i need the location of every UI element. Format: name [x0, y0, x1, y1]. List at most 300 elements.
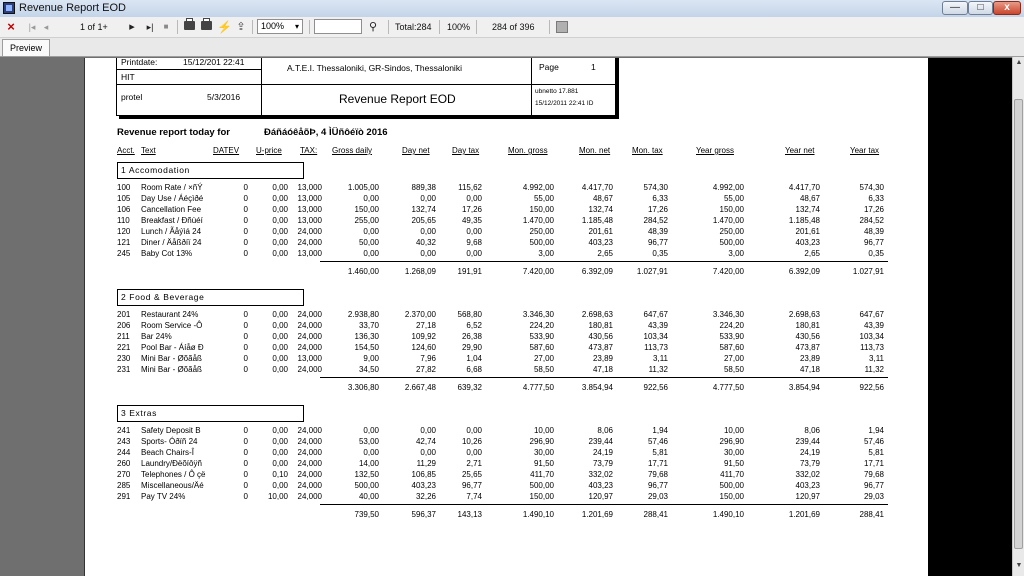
table-cell: 103,34: [859, 332, 884, 341]
table-cell: 5,81: [868, 448, 884, 457]
table-cell: 403,23: [588, 238, 613, 247]
table-cell: 1,04: [466, 354, 482, 363]
stop-icon[interactable]: ×: [7, 19, 15, 34]
table-row: [84, 364, 928, 375]
export-icon[interactable]: ⇪: [236, 21, 246, 33]
table-cell: 0,00: [466, 249, 482, 258]
table-cell: 103,34: [643, 332, 668, 341]
table-cell: 132,74: [411, 205, 436, 214]
table-cell: 0: [243, 470, 248, 479]
table-cell: 533,90: [719, 332, 744, 341]
table-cell: 0: [243, 354, 248, 363]
total-count: Total:284: [395, 22, 432, 32]
table-cell: Lunch / Ãåýìá 24: [141, 227, 202, 236]
table-cell: Breakfast / Ðñùéí: [141, 216, 203, 225]
title-bar: [0, 0, 1024, 18]
toolbar-separator: [549, 20, 550, 34]
table-cell: Telephones / Ô çë: [141, 470, 206, 479]
table-cell: 0,35: [868, 249, 884, 258]
table-cell: 27,18: [415, 321, 436, 330]
total-cell: 1.201,69: [581, 510, 613, 519]
table-cell: 533,90: [529, 332, 554, 341]
table-cell: 150,00: [529, 492, 554, 501]
table-cell: 1,94: [652, 426, 668, 435]
table-cell: 0,00: [272, 194, 288, 203]
table-cell: 0: [243, 194, 248, 203]
table-cell: 587,60: [719, 343, 744, 352]
table-cell: 285: [117, 481, 131, 490]
printdate-label: Printdate:: [121, 58, 158, 67]
table-cell: 110: [117, 216, 130, 225]
binoculars-icon[interactable]: ⚲: [368, 21, 378, 33]
table-cell: 17,71: [863, 459, 884, 468]
table-cell: 91,50: [723, 459, 744, 468]
header-divider: [117, 69, 261, 70]
table-cell: 0: [243, 459, 248, 468]
table-cell: 30,00: [723, 448, 744, 457]
total-cell: 739,50: [354, 510, 379, 519]
total-cell: 1.490,10: [522, 510, 554, 519]
total-cell: 639,32: [457, 383, 482, 392]
table-cell: 24,000: [297, 426, 322, 435]
table-cell: 29,03: [647, 492, 668, 501]
halt-icon[interactable]: ■: [163, 22, 169, 31]
toolbar-separator: [388, 20, 389, 34]
table-cell: 24,19: [799, 448, 820, 457]
table-cell: 73,79: [592, 459, 613, 468]
table-cell: 154,50: [354, 343, 379, 352]
chevron-down-icon: ▾: [294, 22, 299, 31]
table-cell: 57,46: [863, 437, 884, 446]
table-cell: 27,00: [723, 354, 744, 363]
table-cell: Sports- Óðïñ 24: [141, 437, 198, 446]
vertical-scrollbar[interactable]: [1012, 57, 1024, 576]
table-cell: 255,00: [354, 216, 379, 225]
table-cell: 0,00: [466, 426, 482, 435]
table-cell: Beach Chairs-Î: [141, 448, 194, 457]
table-cell: 0: [243, 227, 248, 236]
table-cell: 24,000: [297, 227, 322, 236]
total-cell: 7.420,00: [522, 267, 554, 276]
table-cell: 13,000: [297, 205, 322, 214]
table-cell: 4.417,70: [788, 183, 820, 192]
table-row: [84, 447, 928, 458]
table-cell: 2.698,63: [788, 310, 820, 319]
column-header: Acct.: [117, 146, 135, 155]
table-cell: Pay TV 24%: [141, 492, 186, 501]
table-row: [84, 248, 928, 259]
table-cell: 211: [117, 332, 130, 341]
tab-preview[interactable]: Preview: [2, 39, 50, 56]
table-cell: 7,74: [466, 492, 482, 501]
table-row: [84, 331, 928, 342]
table-cell: 0: [243, 365, 248, 374]
table-cell: 150,00: [719, 492, 744, 501]
table-cell: 105: [117, 194, 131, 203]
table-cell: 3,00: [728, 249, 744, 258]
table-row: [84, 309, 928, 320]
header-divider: [262, 84, 531, 85]
table-cell: 0,00: [420, 249, 436, 258]
table-cell: 120,97: [588, 492, 613, 501]
table-cell: 0,00: [272, 481, 288, 490]
table-cell: 121: [117, 238, 131, 247]
page-counter: 1 of 1+: [80, 22, 108, 32]
table-cell: 13,000: [297, 354, 322, 363]
table-cell: 24,000: [297, 332, 322, 341]
table-cell: 24,000: [297, 492, 322, 501]
print-icon[interactable]: [184, 21, 195, 30]
table-cell: 0,00: [272, 238, 288, 247]
table-cell: 42,74: [415, 437, 436, 446]
table-cell: 0: [243, 332, 248, 341]
table-row: [84, 193, 928, 204]
table-cell: 239,44: [588, 437, 613, 446]
table-cell: 0,00: [363, 194, 379, 203]
table-cell: 24,000: [297, 481, 322, 490]
table-cell: 3,11: [653, 354, 668, 363]
table-cell: 0,00: [272, 205, 288, 214]
table-cell: 0,00: [272, 321, 288, 330]
table-cell: 224,20: [529, 321, 554, 330]
table-cell: 27,82: [415, 365, 436, 374]
table-cell: 24,000: [297, 343, 322, 352]
total-cell: 922,56: [859, 383, 884, 392]
find-input[interactable]: [314, 19, 362, 34]
total-cell: 1.490,10: [712, 510, 744, 519]
table-cell: 403,23: [795, 238, 820, 247]
table-cell: 0,00: [272, 343, 288, 352]
report-header-box: [116, 58, 616, 116]
table-row: [84, 204, 928, 215]
table-cell: 3.346,30: [522, 310, 554, 319]
table-cell: 574,30: [643, 183, 668, 192]
table-cell: 230: [117, 354, 131, 363]
table-cell: 500,00: [529, 238, 554, 247]
table-cell: 58,50: [533, 365, 554, 374]
table-cell: 180,81: [588, 321, 613, 330]
zoom-value: 100%: [261, 21, 285, 31]
table-cell: 1.185,48: [581, 216, 613, 225]
table-cell: 224,20: [719, 321, 744, 330]
column-header: U-price: [256, 146, 282, 155]
table-cell: 24,000: [297, 437, 322, 446]
table-cell: 17,71: [647, 459, 668, 468]
tab-strip: [0, 38, 1024, 57]
hotel-code: HIT: [121, 72, 135, 82]
table-cell: 0,00: [272, 448, 288, 457]
total-cell: 4.777,50: [522, 383, 554, 392]
total-cell: 191,91: [457, 267, 482, 276]
column-header: Mon. net: [579, 146, 611, 155]
table-cell: 109,92: [411, 332, 436, 341]
table-cell: Safety Deposit B: [141, 426, 201, 435]
section-total-row: [84, 509, 928, 520]
table-cell: 3,00: [538, 249, 554, 258]
table-cell: 0: [243, 448, 248, 457]
total-cell: 7.420,00: [712, 267, 744, 276]
column-header: Year net: [785, 146, 815, 155]
table-cell: Day Use / Áéçìðé: [141, 194, 204, 203]
table-cell: 0,00: [272, 437, 288, 446]
table-cell: 0: [243, 238, 248, 247]
column-header: TAX:: [300, 146, 318, 155]
table-cell: 574,30: [859, 183, 884, 192]
scroll-up-icon[interactable]: ▲: [1015, 59, 1023, 66]
table-row: [84, 425, 928, 436]
table-cell: 0: [243, 481, 248, 490]
table-cell: 26,38: [461, 332, 482, 341]
column-header: Mon. gross: [508, 146, 548, 155]
table-cell: 2,65: [804, 249, 820, 258]
table-cell: 11,29: [416, 459, 436, 468]
table-cell: 201,61: [588, 227, 613, 236]
table-cell: 3,11: [869, 354, 884, 363]
app-icon: [3, 2, 15, 14]
table-cell: 6,68: [466, 365, 482, 374]
table-cell: 500,00: [719, 481, 744, 490]
table-cell: 2,65: [597, 249, 613, 258]
table-cell: 1.005,00: [347, 183, 379, 192]
table-cell: 0: [243, 321, 248, 330]
table-cell: 587,60: [529, 343, 554, 352]
maximize-button[interactable]: □: [968, 1, 993, 15]
total-cell: 6.392,09: [788, 267, 820, 276]
report-date: ÐáñáóêåõÞ, 4 ÌÜñôéïò 2016: [264, 127, 388, 138]
table-cell: 29,90: [461, 343, 482, 352]
table-cell: 0,00: [363, 227, 379, 236]
report-toolbar: [0, 17, 1024, 38]
column-header: Day net: [402, 146, 430, 155]
table-cell: 6,52: [466, 321, 482, 330]
table-cell: 0,00: [420, 194, 436, 203]
table-cell: 430,56: [588, 332, 613, 341]
table-cell: 0: [243, 343, 248, 352]
table-row: [84, 353, 928, 364]
table-cell: 11,32: [864, 365, 884, 374]
table-cell: 24,000: [297, 321, 322, 330]
total-separator: [320, 377, 888, 378]
close-button[interactable]: x: [993, 1, 1021, 15]
table-cell: 0,00: [272, 354, 288, 363]
table-cell: Room Rate / ×ñÝ: [141, 183, 203, 192]
table-cell: 0,10: [272, 470, 288, 479]
toolbar-separator: [309, 20, 310, 34]
lightning-icon[interactable]: ⚡: [217, 20, 232, 34]
table-cell: Pool Bar - Áíåø Ð: [141, 343, 204, 352]
table-cell: 0,00: [272, 216, 288, 225]
table-row: [84, 237, 928, 248]
table-cell: 10,00: [723, 426, 744, 435]
table-cell: 180,81: [795, 321, 820, 330]
total-cell: 288,41: [643, 510, 668, 519]
window-title: Revenue Report EOD: [19, 2, 126, 14]
table-cell: Cancellation Fee: [141, 205, 202, 214]
table-cell: 9,00: [363, 354, 379, 363]
print-stamp: 15/12/2011 22:41 ID: [535, 100, 594, 107]
total-cell: 2.667,48: [404, 383, 436, 392]
table-cell: 332,02: [588, 470, 613, 479]
table-cell: 201: [117, 310, 131, 319]
table-cell: 239,44: [795, 437, 820, 446]
institution-name: A.T.E.I. Thessaloniki, GR-Sindos, Thessaloniki: [287, 63, 462, 73]
table-row: [84, 436, 928, 447]
table-cell: 0: [243, 310, 248, 319]
table-cell: 3.346,30: [712, 310, 744, 319]
table-cell: 13,000: [297, 216, 322, 225]
total-cell: 596,37: [411, 510, 436, 519]
table-cell: 11,32: [648, 365, 668, 374]
table-cell: 241: [117, 426, 131, 435]
table-cell: 568,80: [457, 310, 482, 319]
table-cell: 4.417,70: [581, 183, 613, 192]
table-cell: 500,00: [719, 238, 744, 247]
table-cell: 647,67: [859, 310, 884, 319]
table-cell: 4.992,00: [712, 183, 744, 192]
last-page-icon[interactable]: ▸|: [146, 22, 154, 32]
column-header: DATEV: [213, 146, 240, 155]
table-cell: 91,50: [533, 459, 554, 468]
table-cell: 13,000: [297, 249, 322, 258]
table-cell: 53,00: [358, 437, 379, 446]
table-cell: 0,00: [272, 249, 288, 258]
table-cell: 120: [117, 227, 131, 236]
page-number: 1: [591, 62, 596, 72]
total-cell: 4.777,50: [712, 383, 744, 392]
table-cell: 1,94: [868, 426, 884, 435]
table-cell: 48,39: [863, 227, 884, 236]
table-cell: 100: [117, 183, 131, 192]
total-cell: 3.854,94: [581, 383, 613, 392]
table-cell: 150,00: [529, 205, 554, 214]
table-cell: 113,73: [860, 343, 884, 352]
table-cell: 243: [117, 437, 131, 446]
table-cell: 48,39: [647, 227, 668, 236]
table-cell: 120,97: [795, 492, 820, 501]
table-cell: 889,38: [411, 183, 436, 192]
table-row: [84, 215, 928, 226]
table-cell: 13,000: [297, 183, 322, 192]
next-page-icon[interactable]: ▸: [129, 21, 135, 33]
column-header: Gross daily: [332, 146, 373, 155]
preview-background: [928, 58, 1012, 576]
table-cell: Laundry/Ðëõíôÿñ: [141, 459, 202, 468]
table-cell: 48,67: [592, 194, 613, 203]
table-cell: 7,96: [420, 354, 436, 363]
table-cell: 8,06: [804, 426, 820, 435]
table-cell: 55,00: [723, 194, 744, 203]
table-row: [84, 491, 928, 502]
zoom-select[interactable]: [257, 19, 303, 34]
toolbar-separator: [177, 20, 178, 34]
table-cell: 40,00: [358, 492, 379, 501]
table-cell: 0,00: [466, 448, 482, 457]
table-cell: 34,50: [358, 365, 379, 374]
table-cell: 2,71: [466, 459, 482, 468]
table-cell: 296,90: [719, 437, 744, 446]
table-cell: 206: [117, 321, 131, 330]
table-cell: 2.370,00: [404, 310, 436, 319]
table-cell: 0: [243, 249, 248, 258]
table-cell: 245: [117, 249, 131, 258]
table-cell: 1.470,00: [522, 216, 554, 225]
table-cell: 24,000: [297, 470, 322, 479]
table-cell: 0,00: [363, 426, 379, 435]
table-cell: 411,70: [530, 470, 554, 479]
table-cell: 150,00: [719, 205, 744, 214]
toolbar-separator: [252, 20, 253, 34]
table-cell: 647,67: [643, 310, 668, 319]
table-cell: 9,68: [466, 238, 482, 247]
table-cell: 473,87: [795, 343, 820, 352]
print-setup-icon[interactable]: [201, 21, 212, 30]
table-cell: 500,00: [529, 481, 554, 490]
table-cell: 0,00: [420, 426, 436, 435]
table-cell: 0,00: [420, 448, 436, 457]
total-cell: 3.854,94: [788, 383, 820, 392]
table-cell: 1.185,48: [788, 216, 820, 225]
section-header: 2 Food & Beverage: [117, 289, 304, 306]
table-cell: 115,62: [458, 183, 482, 192]
table-row: [84, 342, 928, 353]
table-cell: 73,79: [799, 459, 820, 468]
total-cell: 1.460,00: [347, 267, 379, 276]
table-cell: 0,00: [420, 227, 436, 236]
table-cell: 96,77: [863, 481, 884, 490]
total-separator: [320, 504, 888, 505]
table-cell: 40,32: [415, 238, 436, 247]
close-preview-icon[interactable]: [556, 21, 568, 33]
table-cell: 96,77: [647, 238, 668, 247]
table-cell: 14,00: [358, 459, 379, 468]
table-cell: 43,39: [647, 321, 668, 330]
scroll-down-icon[interactable]: ▼: [1015, 562, 1023, 569]
first-page-icon[interactable]: |◂: [28, 22, 36, 32]
table-cell: 0: [243, 216, 248, 225]
table-cell: 17,26: [647, 205, 668, 214]
table-cell: 430,56: [795, 332, 820, 341]
table-cell: 48,67: [799, 194, 820, 203]
total-cell: 3.306,80: [347, 383, 379, 392]
minimize-button[interactable]: —: [942, 1, 968, 15]
table-cell: 244: [117, 448, 131, 457]
table-cell: 24,19: [592, 448, 613, 457]
table-cell: 0,00: [272, 459, 288, 468]
scrollbar-thumb[interactable]: [1014, 99, 1023, 549]
total-cell: 143,13: [457, 510, 482, 519]
table-cell: 0,00: [466, 194, 482, 203]
table-cell: 4.992,00: [522, 183, 554, 192]
table-row: [84, 182, 928, 193]
table-cell: 291: [117, 492, 131, 501]
table-cell: 0,00: [272, 227, 288, 236]
section-header: 3 Extras: [117, 405, 304, 422]
table-cell: 13,000: [297, 194, 322, 203]
previous-page-icon[interactable]: ◂: [43, 22, 49, 32]
table-cell: 284,52: [859, 216, 884, 225]
total-cell: 922,56: [643, 383, 668, 392]
table-cell: 0: [243, 437, 248, 446]
table-cell: 30,00: [533, 448, 554, 457]
table-cell: 47,18: [592, 365, 613, 374]
table-cell: 150,00: [354, 205, 379, 214]
table-cell: 403,23: [411, 481, 436, 490]
toolbar-separator: [439, 20, 440, 34]
table-cell: 0: [243, 426, 248, 435]
table-cell: 0,00: [272, 365, 288, 374]
table-cell: 411,70: [720, 470, 744, 479]
table-cell: 47,18: [799, 365, 820, 374]
